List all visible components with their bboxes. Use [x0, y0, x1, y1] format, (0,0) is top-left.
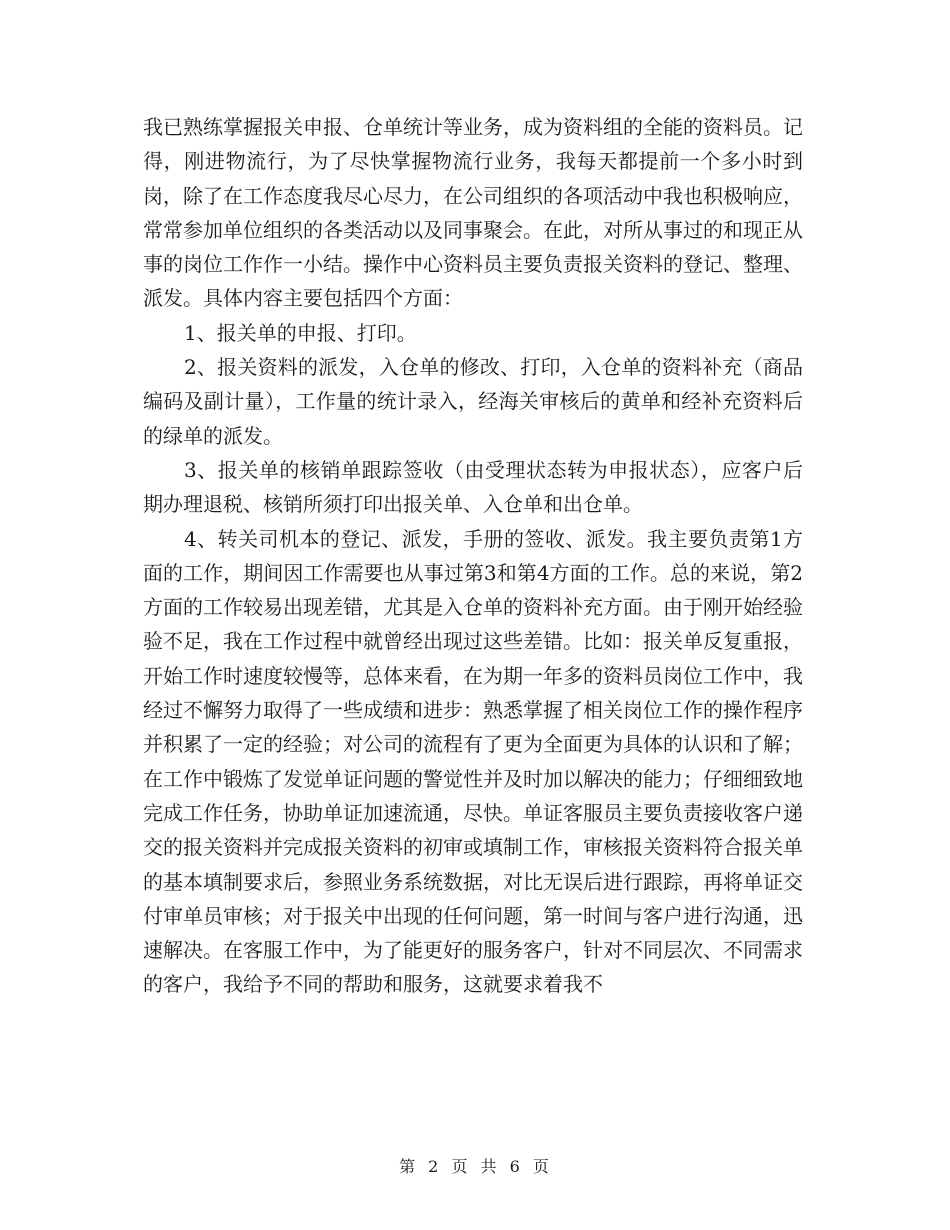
paragraph-item-1: 1、报关单的申报、打印。 [184, 320, 417, 345]
paragraph-intro: 我已熟练掌握报关申报、仓单统计等业务，成为资料组的全能的资料员。记得，刚进物流行，为了尽快掌握物流行业务，我每天都提前一个多小时到岗，除了在工作态度我尽心尽力，在公司组织的各项活动中我也积极响应，常常参加单位组织的各类活动以及同事聚会。在此，对所从事过的和现正从事的岗位工作作一小结。操作中心资料员主要负责报关资料的登记、整理、派发。具体内容主要包括四个方面： [143, 115, 803, 311]
document-body [143, 110, 803, 1002]
page-number-footer: 第 2 页 共 6 页 [399, 1157, 551, 1176]
paragraph-item-2: 2、报关资料的派发，入仓单的修改、打印，入仓单的资料补充（商品编码及副计量），工作量的统计录入，经海关审核后的黄单和经补充资料后的绿单的派发。 [143, 355, 803, 448]
paragraph-item-4: 4、转关司机本的登记、派发，手册的签收、派发。我主要负责第1方面的工作，期间因工作需要也从事过第3和第4方面的工作。总的来说，第2方面的工作较易出现差错，尤其是入仓单的资料补充方面。由于刚开始经验验不足，我在工作过程中就曾经出现过这些差错。比如：报关单反复重报，开始工作时速度较慢等，总体来看，在为期一年多的资料员岗位工作中，我经过不懈努力取得了一些成绩和进步：熟悉掌握了相关岗位工作的操作程序并积累了一定的经验；对公司的流程有了更为全面更为具体的认识和了解；在工作中锻炼了发觉单证问题的警觉性并及时加以解决的能力；仔细细致地完成工作任务，协助单证加速流通，尽快。单证客服员主要负责接收客户递交的报关资料并完成报关资料的初审或填制工作，审核报关资料符合报关单的基本填制要求后，参照业务系统数据，对比无误后进行跟踪，再将单证交付审单员审核；对于报关中出现的任何问题，第一时间与客户进行沟通，迅速解决。在客服工作中，为了能更好的服务客户，针对不同层次、不同需求的客户，我给予不同的帮助和服务，这就要求着我不 [143, 526, 803, 997]
paragraph-item-3: 3、报关单的核销单跟踪签收（由受理状态转为申报状态），应客户后期办理退税、核销所须打印出报关单、入仓单和出仓单。 [143, 457, 803, 517]
